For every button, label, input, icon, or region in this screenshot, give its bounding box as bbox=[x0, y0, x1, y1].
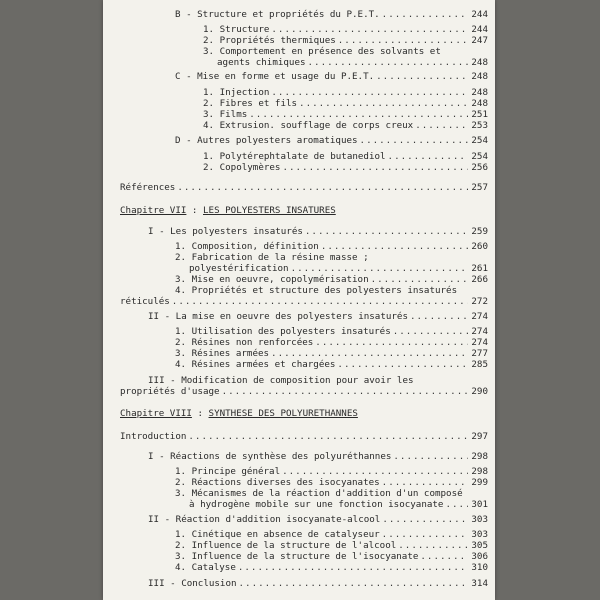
toc-entry bbox=[120, 431, 488, 443]
toc-entry-title: 2. Réactions diverses des isocyanates bbox=[175, 477, 380, 488]
toc-entry bbox=[175, 359, 488, 371]
toc-page-number: 298 bbox=[471, 466, 488, 477]
toc-page-number: 254 bbox=[471, 135, 488, 146]
toc-entry bbox=[120, 296, 488, 308]
toc-entry bbox=[175, 135, 488, 147]
dot-leader bbox=[415, 120, 468, 132]
toc-entry-title: 1. Polytérephtalate de butanediol bbox=[203, 151, 386, 162]
dot-leader bbox=[172, 296, 468, 308]
dot-leader bbox=[382, 514, 468, 526]
dot-leader bbox=[376, 71, 468, 83]
toc-page-number: 244 bbox=[471, 9, 488, 20]
dot-leader bbox=[282, 162, 468, 174]
toc-page-number: 274 bbox=[471, 337, 488, 348]
toc-entry bbox=[175, 71, 488, 83]
toc-entry-title: II - La mise en oeuvre des polyesters insaturés bbox=[148, 311, 408, 322]
toc-entry-title: D - Autres polyesters aromatiques bbox=[175, 135, 358, 146]
toc-entry-title: I - Les polyesters insaturés bbox=[148, 226, 303, 237]
toc-entry-title: 2. Influence de la structure de l'alcool bbox=[175, 540, 397, 551]
toc-page-number: 248 bbox=[471, 98, 488, 109]
toc-entry-title: 2. Copolymères bbox=[203, 162, 281, 173]
toc-entry bbox=[175, 9, 488, 21]
dot-leader bbox=[305, 226, 468, 238]
chapter-heading: Chapitre VII : LES POLYESTERS INSATURES bbox=[120, 205, 336, 216]
dot-leader bbox=[360, 135, 468, 147]
toc-page-number: 297 bbox=[471, 431, 488, 442]
toc-page-number: 285 bbox=[471, 359, 488, 370]
toc-entry-title: 3. Résines armées bbox=[175, 348, 270, 359]
toc-entry bbox=[148, 451, 488, 463]
toc-entry-title: II - Réaction d'addition isocyanate-alcool bbox=[148, 514, 381, 525]
toc-entry-title: agents chimiques bbox=[217, 57, 306, 68]
toc-entry-title: 2. Propriétés thermiques bbox=[203, 35, 336, 46]
toc-entry bbox=[203, 162, 488, 174]
toc-entry-text: III - Modification de composition pour avoir les bbox=[148, 375, 414, 386]
toc-page-number: 303 bbox=[471, 529, 488, 540]
dot-leader bbox=[308, 57, 468, 69]
toc-page-number: 248 bbox=[471, 87, 488, 98]
toc-entry-title: 4. Résines armées et chargées bbox=[175, 359, 336, 370]
toc-page-number: 306 bbox=[471, 551, 488, 562]
toc-entry bbox=[120, 386, 488, 398]
toc-entry bbox=[148, 578, 488, 590]
toc-entry-text: 3. Comportement en présence des solvants et bbox=[203, 46, 441, 57]
toc-entry-title: 3. Films bbox=[203, 109, 248, 120]
toc-entry bbox=[148, 514, 488, 526]
toc-page-number: 247 bbox=[471, 35, 488, 46]
toc-page-number: 298 bbox=[471, 451, 488, 462]
toc-entry-title: 1. Utilisation des polyesters insaturés bbox=[175, 326, 391, 337]
toc-entry-text: 3. Mécanismes de la réaction d'addition d'un composé bbox=[175, 488, 463, 499]
toc-page-number: 244 bbox=[471, 24, 488, 35]
toc-page-number: 259 bbox=[471, 226, 488, 237]
toc-page-number: 248 bbox=[471, 57, 488, 68]
toc-entry-title: Introduction bbox=[120, 431, 187, 442]
toc-entry-title: 1. Structure bbox=[203, 24, 270, 35]
toc-page-number: 303 bbox=[471, 514, 488, 525]
toc-page-number: 277 bbox=[471, 348, 488, 359]
toc-page-number: 314 bbox=[471, 578, 488, 589]
toc-page-number: 257 bbox=[471, 182, 488, 193]
toc-entry-title: à hydrogène mobile sur une fonction isocyanate bbox=[189, 499, 444, 510]
chapter-heading: Chapitre VIII : SYNTHESE DES POLYURETHANNES bbox=[120, 408, 358, 419]
dot-leader bbox=[337, 359, 468, 371]
toc-page-number: 248 bbox=[471, 71, 488, 82]
toc-entry-title: 2. Résines non renforcées bbox=[175, 337, 314, 348]
toc-entry-title: 4. Catalyse bbox=[175, 562, 236, 573]
toc-entry bbox=[148, 311, 488, 323]
toc-page-number: 261 bbox=[471, 263, 488, 274]
dot-leader bbox=[222, 386, 468, 398]
toc-entry-text: 2. Fabrication de la résine masse ; bbox=[175, 252, 369, 263]
toc-entry bbox=[120, 182, 488, 194]
toc-page-number: 256 bbox=[471, 162, 488, 173]
toc-entry-title: B - Structure et propriétés du P.E.T. bbox=[175, 9, 380, 20]
toc-entry-title: 4. Extrusion. soufflage de corps creux bbox=[203, 120, 414, 131]
toc-entry-title: Références bbox=[120, 182, 176, 193]
toc-entry bbox=[189, 499, 488, 511]
toc-page-number: 260 bbox=[471, 241, 488, 252]
toc-page-number: 272 bbox=[471, 296, 488, 307]
toc-page-number: 301 bbox=[471, 499, 488, 510]
toc-entry-title: 1. Principe général bbox=[175, 466, 281, 477]
dot-leader bbox=[445, 499, 468, 511]
toc-page-number: 299 bbox=[471, 477, 488, 488]
toc-page-number: 274 bbox=[471, 326, 488, 337]
toc-entry-title: réticulés bbox=[120, 296, 170, 307]
dot-leader bbox=[177, 182, 468, 194]
dot-leader bbox=[239, 578, 468, 590]
dot-leader bbox=[188, 431, 468, 443]
toc-entry-title: polyestérification bbox=[189, 263, 289, 274]
toc-entry-title: 1. Injection bbox=[203, 87, 270, 98]
toc-entry-title: III - Conclusion bbox=[148, 578, 237, 589]
toc-entry-title: 3. Influence de la structure de l'isocyanate bbox=[175, 551, 419, 562]
toc-page-number: 251 bbox=[471, 109, 488, 120]
toc-page-number: 305 bbox=[471, 540, 488, 551]
toc-entry-title: 1. Cinétique en absence de catalyseur bbox=[175, 529, 380, 540]
toc-page-number: 274 bbox=[471, 311, 488, 322]
toc-page-number: 254 bbox=[471, 151, 488, 162]
dot-leader bbox=[382, 9, 468, 21]
toc-entry-text: 4. Propriétés et structure des polyesters insaturés bbox=[175, 285, 458, 296]
toc-entry bbox=[148, 226, 488, 238]
dot-leader bbox=[393, 451, 468, 463]
toc-page-number: 253 bbox=[471, 120, 488, 131]
toc-entry-title: C - Mise en forme et usage du P.E.T. bbox=[175, 71, 375, 82]
dot-leader bbox=[238, 562, 468, 574]
toc-entry bbox=[217, 57, 488, 69]
toc-page-number: 266 bbox=[471, 274, 488, 285]
toc-page-number: 290 bbox=[471, 386, 488, 397]
toc-entry-title: I - Réactions de synthèse des polyuréthannes bbox=[148, 451, 392, 462]
toc-entry-title: 1. Composition, définition bbox=[175, 241, 319, 252]
toc-page-number: 310 bbox=[471, 562, 488, 573]
toc-entry-title: 3. Mise en oeuvre, copolymérisation bbox=[175, 274, 369, 285]
toc-entry-title: 2. Fibres et fils bbox=[203, 98, 298, 109]
toc-entry bbox=[203, 120, 488, 132]
dot-leader bbox=[410, 311, 468, 323]
toc-entry-title: propriétés d'usage bbox=[120, 386, 220, 397]
toc-entry bbox=[175, 562, 488, 574]
